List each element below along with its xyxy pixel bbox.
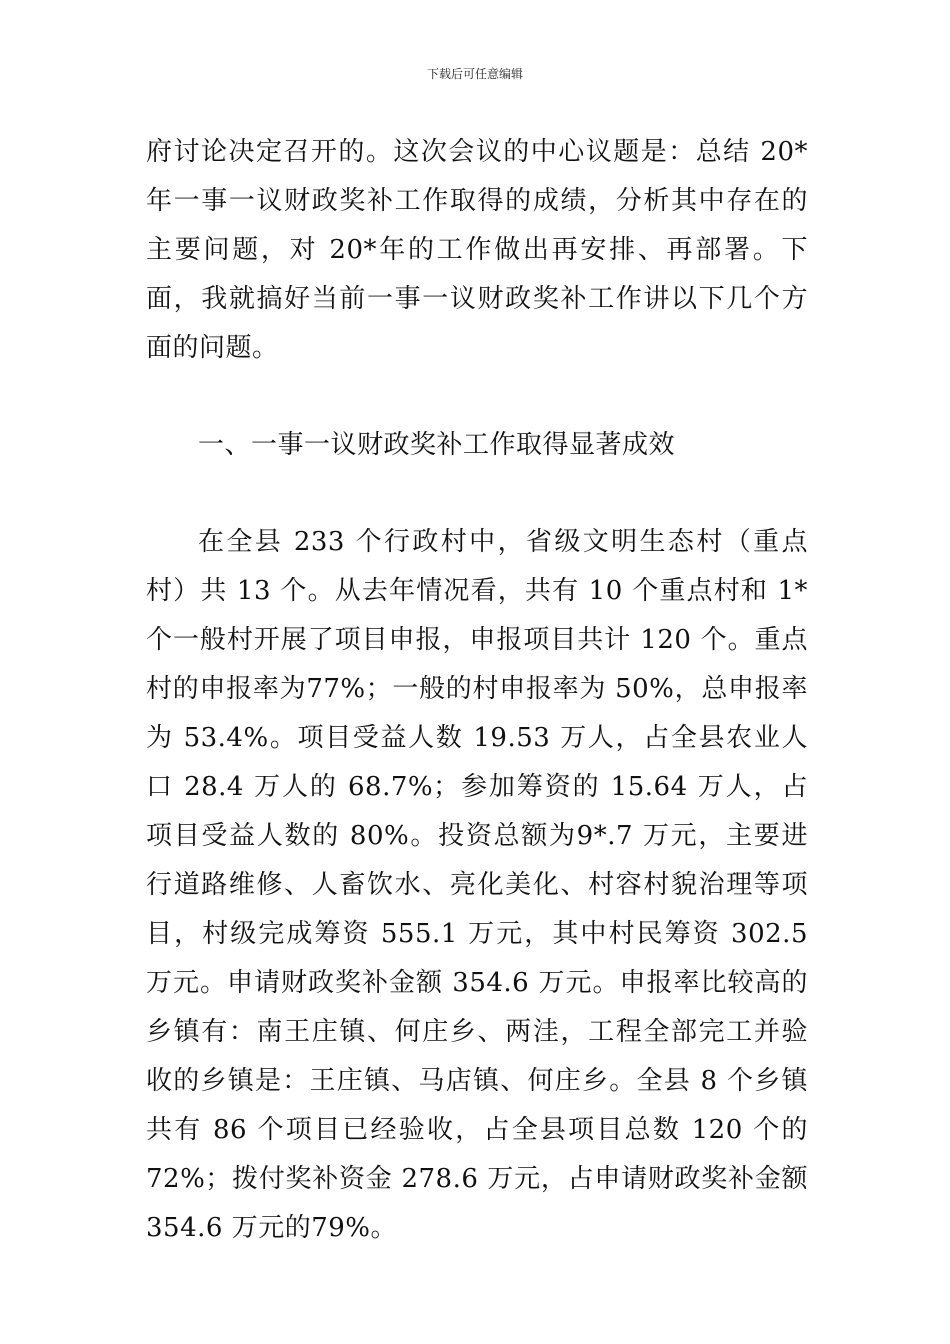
intro-paragraph: 府讨论决定召开的。这次会议的中心议题是：总结 20*年一事一议财政奖补工作取得的成绩，分析其中存在的主要问题，对 20*年的工作做出再安排、再部署。下面，我就搞好当前一事一议财政奖补工作讲以下几个方面的问题。 bbox=[146, 137, 808, 363]
page-header: 下载后可任意编辑 bbox=[426, 67, 523, 81]
section-heading: 一、一事一议财政奖补工作取得显著成效 bbox=[198, 430, 676, 460]
body-paragraph: 在全县 233 个行政村中，省级文明生态村（重点村）共 13 个。从去年情况看，共有 10 个重点村和 1*个一般村开展了项目申报，申报项目共计 120 个。重点村的申报率为77%；一般的村申报率为 50%，总申报率为 53.4%。项目受益人数 19.53 万人，占全县农业人口 28.4 万人的 68.7%；参加筹资的 15.64 万人，占项目受益人数的 80%。投资总额为9*.7 万元，主要进行道路维修、人畜饮水、亮化美化、村容村貌治理等项目，村级完成筹资 555.1 万元，其中村民筹资 302.5 万元。申请财政奖补金额 354.6 万元。申报率比较高的乡镇有：南王庄镇、何庄乡、两洼，工程全部完工并验收的乡镇是：王庄镇、马店镇、何庄乡。全县 8 个乡镇共有 86 个项目已经验收，占全县项目总数 120 个的 72%；拨付奖补资金 278.6 万元，占申请财政奖补金额 354.6 万元的79%。 bbox=[146, 527, 808, 1243]
document-body bbox=[146, 128, 808, 1253]
